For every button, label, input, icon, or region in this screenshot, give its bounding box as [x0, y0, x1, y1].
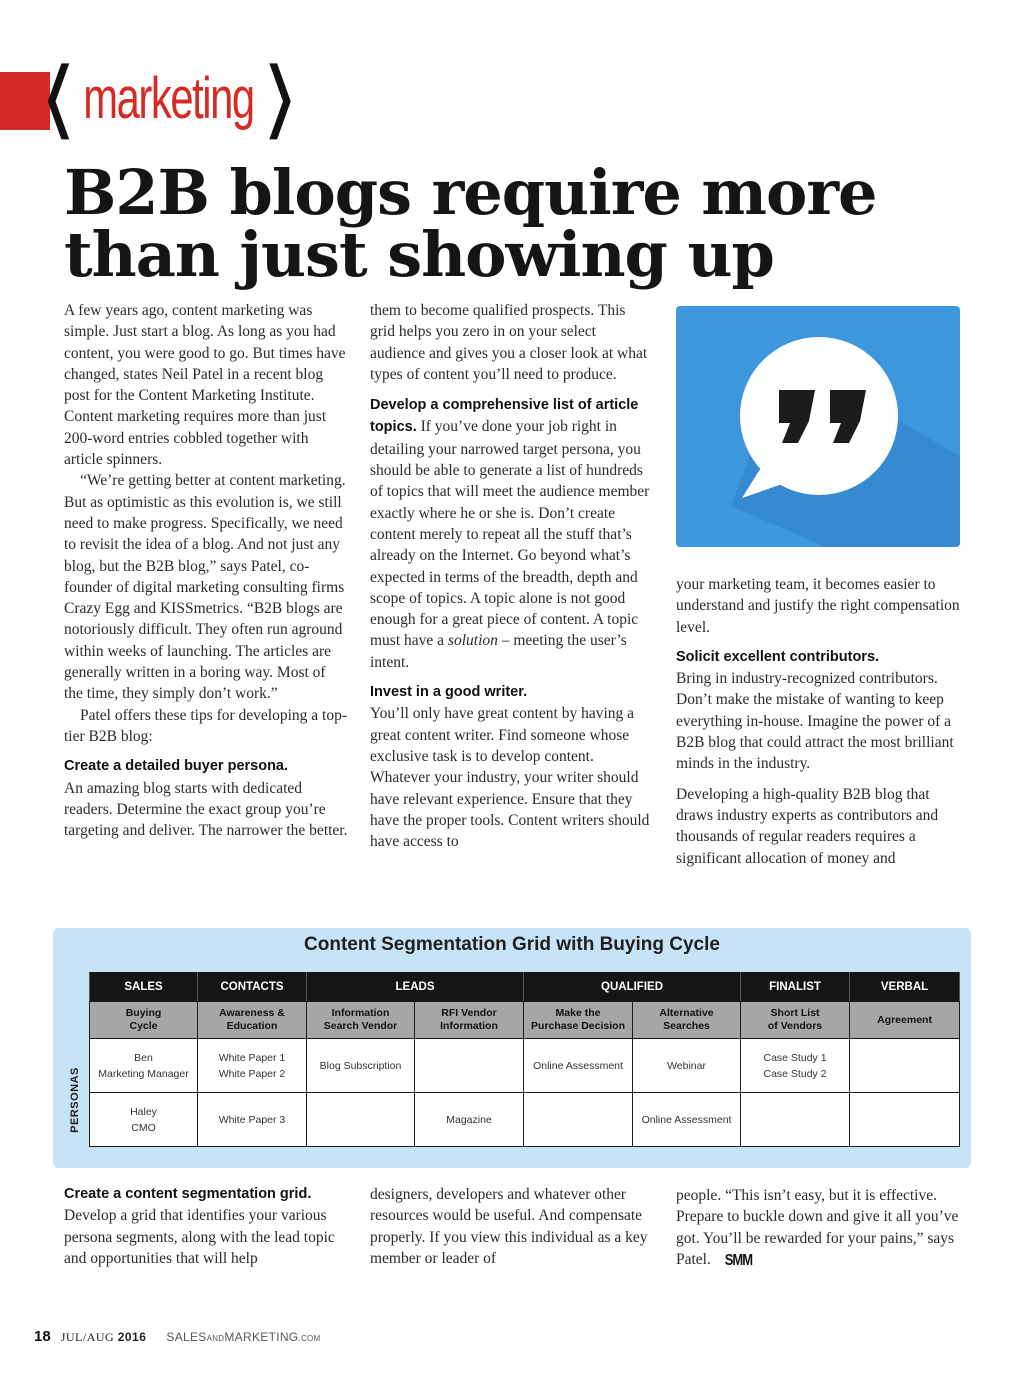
stage-buying-cycle: Buying Cycle: [90, 1002, 198, 1039]
table-cell: Webinar: [633, 1039, 741, 1093]
table-cell: White Paper 3: [198, 1093, 307, 1147]
stage-agreement: Agreement: [850, 1002, 960, 1039]
bottom-column-1: [64, 1184, 354, 1269]
paragraph: A few years ago, content marketing was simple. Just start a blog. As long as you had content, you were good to go. But times have changed, states Neil Patel in a recent blog post for the Content Marketing Institute. Content marketing requires more than just 200-word entries cobbled together with article spinners.: [64, 302, 346, 469]
section-label-text: marketing: [83, 65, 254, 131]
body-column-1: [64, 300, 348, 841]
paragraph: designers, developers and whatever other resources would be useful. And compensate properly. If you view this individual as a key member or leader of: [370, 1186, 648, 1267]
phase-leads: LEADS: [307, 973, 524, 1002]
table-cell: [415, 1039, 524, 1093]
stage-header-row: [90, 1002, 960, 1039]
quote-graphic: [676, 306, 960, 547]
phase-qualified: QUALIFIED: [524, 973, 741, 1002]
phase-contacts: CONTACTS: [198, 973, 307, 1002]
table-row: [90, 1093, 960, 1147]
headline-line-2: than just showing up: [64, 218, 774, 291]
paragraph: people. “This isn’t easy, but it is effective. Prepare to buckle down and give it all you’ve got. You’ll be rewarded for your pains,” says Patel. SMM: [676, 1185, 966, 1270]
stage-rfi-vendor: RFI Vendor Information: [415, 1002, 524, 1039]
section-label: [36, 52, 301, 138]
table-cell: [524, 1093, 633, 1147]
bottom-column-3: [676, 1185, 966, 1270]
subheading-buyer-persona: Create a detailed buyer persona.: [64, 758, 289, 775]
table-cell: Case Study 1 Case Study 2: [741, 1039, 850, 1093]
table-cell: Blog Subscription: [307, 1039, 415, 1093]
paragraph: Patel offers these tips for developing a top-tier B2B blog:: [64, 706, 348, 745]
table-cell: [850, 1039, 960, 1093]
table-cell: White Paper 1 White Paper 2: [198, 1039, 307, 1093]
table-cell: Online Assessment: [633, 1093, 741, 1147]
bottom-column-2: [370, 1184, 654, 1269]
phase-verbal: VERBAL: [850, 973, 960, 1002]
emphasis-text: solution: [447, 632, 498, 650]
stage-alternative-searches: Alternative Searches: [633, 1002, 741, 1039]
paragraph-with-subheading: [370, 394, 654, 673]
page-number: 18: [34, 1328, 51, 1345]
bracket-left-icon: ❬: [36, 52, 81, 138]
stage-awareness: Awareness & Education: [198, 1002, 307, 1039]
paragraph: Bring in industry-recognized contributors. Don’t make the mistake of wanting to keep everything in-house. Imagine the power of a B2B blog that could attract the most brilliant minds in the industry.: [676, 670, 954, 773]
page-footer: [34, 1328, 321, 1345]
segmentation-grid-table: [89, 972, 960, 1147]
smm-end-mark-logo: SMM: [724, 1250, 753, 1269]
body-column-3: [676, 574, 960, 869]
speech-bubble-quote-icon: [676, 306, 960, 547]
subheading-article-topics: Develop a comprehensive list of article topics.: [370, 397, 639, 436]
persona-cell: Haley CMO: [90, 1093, 198, 1147]
table-cell: [741, 1093, 850, 1147]
phase-sales: SALES: [90, 973, 198, 1002]
phase-header-row: [90, 973, 960, 1002]
paragraph-text: If you’ve done your job right in detailing your narrowed target persona, you should be able to generate a list of hundreds of topics that will meet the audience member exactly where he or she is. Don’t create content merely to repeat all the stuff that’s already on the Internet. Go beyond what’s expected in terms of the breadth, depth and scope of topics. A topic alone is not good enough for a great piece of content. A topic must have a: [370, 418, 650, 650]
stage-purchase-decision: Make the Purchase Decision: [524, 1002, 633, 1039]
persona-cell: Ben Marketing Manager: [90, 1039, 198, 1093]
personas-side-label: [60, 1060, 90, 1140]
stage-information-search: Information Search Vendor: [307, 1002, 415, 1039]
paragraph: An amazing blog starts with dedicated readers. Determine the exact group you’re targeting and deliver. The narrower the better.: [64, 779, 348, 840]
paragraph-text: – meeting the user’s intent.: [370, 632, 627, 671]
paragraph: them to become qualified prospects. This grid helps you zero in on your select audience and gives you a closer look at what types of content you’ll need to produce.: [370, 302, 648, 383]
phase-finalist: FINALIST: [741, 973, 850, 1002]
table-cell: [850, 1093, 960, 1147]
paragraph: “We’re getting better at content marketing. But as optimistic as this evolution is, we still need to make progress. Specifically, we need to revisit the idea of a blog. And not just any blog, but the B2B blog,” says Patel, co-founder of digital marketing consulting firms Crazy Egg and KISSmetrics. “B2B blogs are notoriously difficult. They often run aground within weeks of launching. The articles are generally written in a boring way. Most of the time, they simply don’t work.”: [64, 472, 346, 703]
grid-title: Content Segmentation Grid with Buying Cycle: [304, 934, 720, 955]
table-row: [90, 1039, 960, 1093]
paragraph: Developing a high-quality B2B blog that draws industry experts as contributors and thousands of regular readers requires a significant allocation of money and: [676, 785, 939, 867]
website-url: SALESANDMARKETING.COM: [166, 1330, 321, 1344]
subheading-good-writer: Invest in a good writer.: [370, 684, 528, 701]
subheading-segmentation-grid: Create a content segmentation grid.: [64, 1186, 312, 1202]
paragraph: your marketing team, it becomes easier to understand and justify the right compensation level.: [676, 576, 960, 636]
subheading-contributors: Solicit excellent contributors.: [676, 648, 880, 665]
headline-line-1: B2B blogs require more: [64, 156, 877, 229]
personas-label-text: PERSONAS: [69, 1067, 81, 1133]
table-cell: Magazine: [415, 1093, 524, 1147]
issue-date: JUL/AUG 2016: [60, 1330, 147, 1344]
bracket-right-icon: ❭: [256, 52, 301, 138]
table-cell: [307, 1093, 415, 1147]
paragraph: Develop a grid that identifies your various persona segments, along with the lead topic and opportunities that will help: [64, 1207, 335, 1267]
body-column-2: [370, 300, 654, 852]
article-headline: [64, 156, 944, 291]
paragraph: You’ll only have great content by having a great content writer. Find someone whose exclusive task is to develop content. Whatever your industry, your writer should have relevant experience. Ensure that they have the proper tools. Content writers should have access to: [370, 705, 650, 851]
table-cell: Online Assessment: [524, 1039, 633, 1093]
stage-short-list: Short List of Vendors: [741, 1002, 850, 1039]
